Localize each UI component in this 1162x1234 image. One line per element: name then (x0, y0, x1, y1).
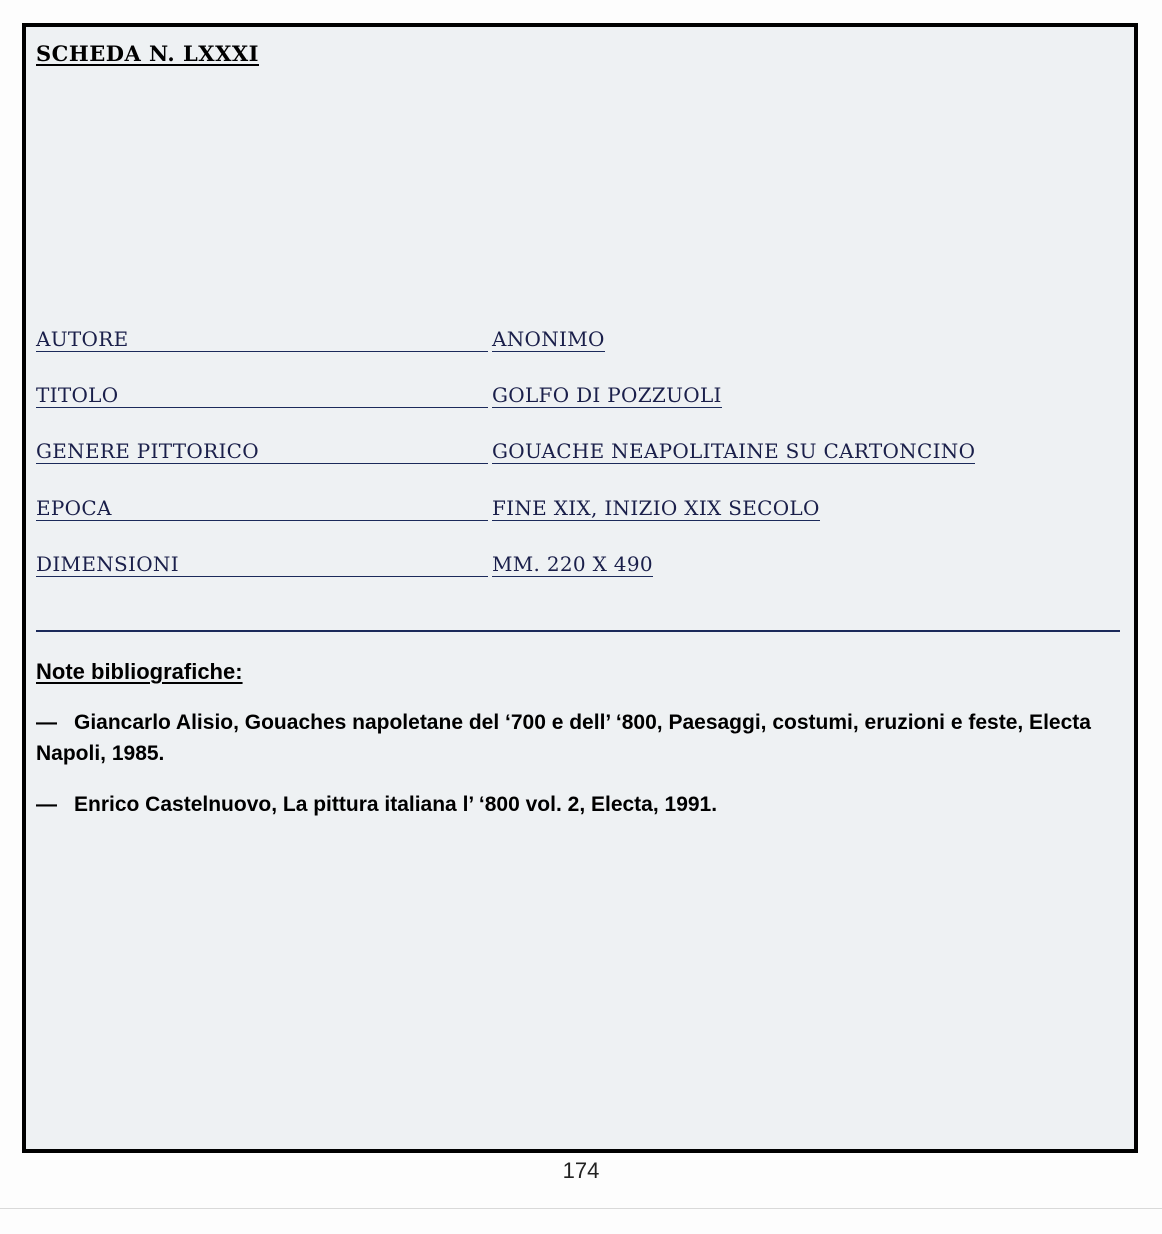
field-row-titolo (36, 383, 996, 413)
field-label-dimensioni: DIMENSIONI (36, 552, 488, 577)
page-bottom-rule (0, 1208, 1162, 1209)
field-value-genere: GOUACHE NEAPOLITAINE SU CARTONCINO (492, 439, 976, 463)
field-row-dimensioni (36, 552, 996, 582)
bibliography-item (36, 707, 1116, 769)
scheda-title: SCHEDA N. LXXXI (36, 41, 259, 66)
bibliography-item (36, 789, 1116, 820)
field-value-autore: ANONIMO (492, 327, 605, 351)
section-separator (36, 630, 1120, 632)
notes-heading: Note bibliografiche: (36, 659, 243, 684)
field-row-autore (36, 327, 996, 357)
field-label-titolo: TITOLO (36, 383, 488, 408)
field-label-genere: GENERE PITTORICO (36, 439, 488, 464)
field-row-epoca (36, 496, 996, 526)
page-number: 174 (562, 1158, 600, 1183)
catalog-card (22, 23, 1138, 1153)
field-value-titolo: GOLFO DI POZZUOLI (492, 383, 722, 407)
note-dash: — (36, 711, 57, 734)
note-dash: — (36, 793, 57, 816)
bibliography-text: Giancarlo Alisio, Gouaches napoletane del ‘700 e dell’ ‘800, Paesaggi, costumi, eruzioni e feste, Electa Napoli, 1985. (36, 711, 1091, 765)
field-row-genere (36, 439, 996, 469)
bibliography-text: Enrico Castelnuovo, La pittura italiana l’ ‘800 vol. 2, Electa, 1991. (74, 793, 718, 816)
field-value-dimensioni: MM. 220 X 490 (492, 552, 653, 576)
field-label-epoca: EPOCA (36, 496, 488, 521)
field-label-autore: AUTORE (36, 327, 488, 352)
field-value-epoca: FINE XIX, INIZIO XIX SECOLO (492, 496, 820, 520)
